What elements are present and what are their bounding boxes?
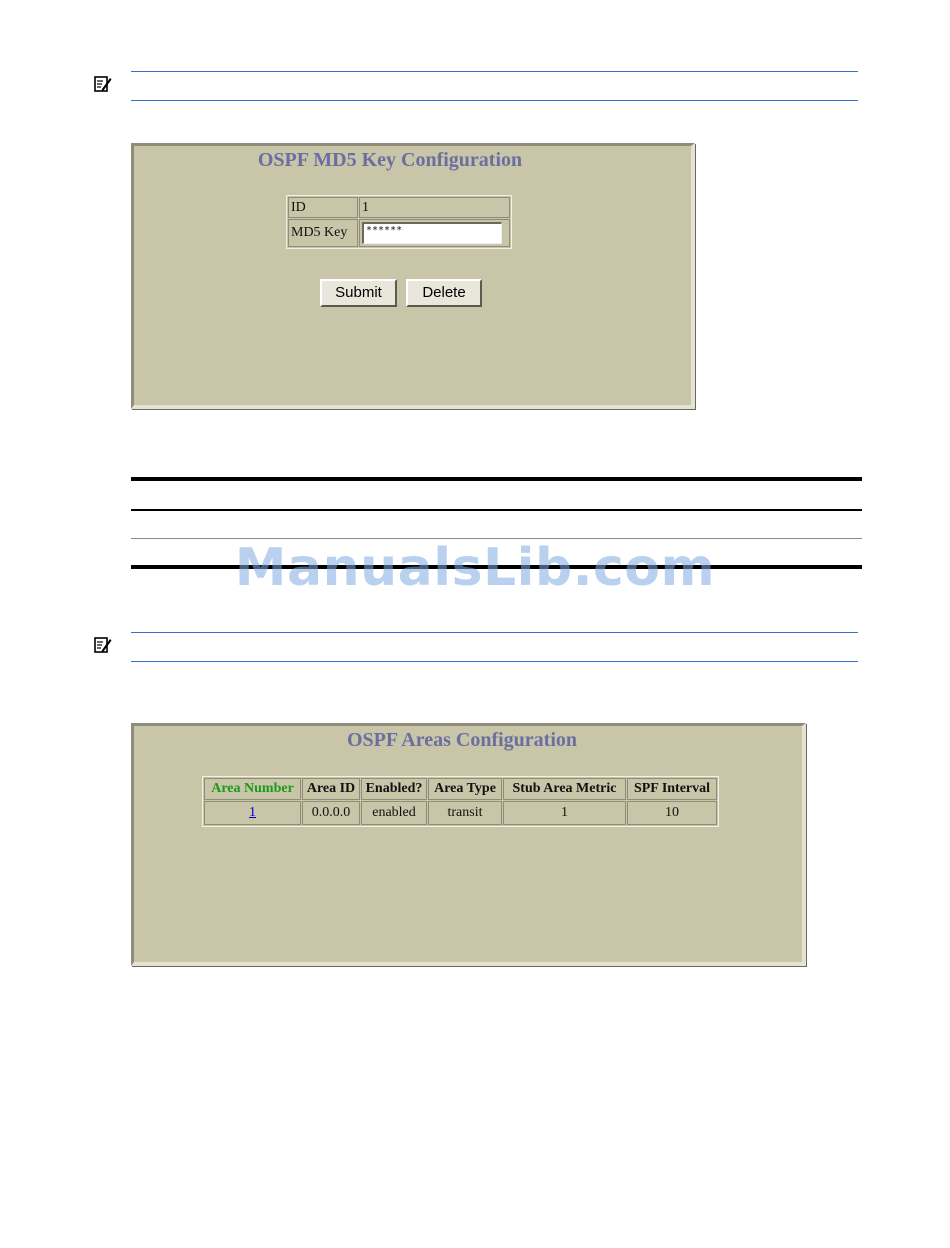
table-row	[204, 801, 717, 825]
stub-area-metric-cell: 1	[503, 801, 626, 825]
enabled-cell: enabled	[361, 801, 427, 825]
area-number-cell	[204, 801, 301, 825]
watermark: ManualsLib.com	[234, 538, 716, 598]
table-top-rule	[131, 477, 862, 481]
col-spf-interval: SPF Interval	[627, 778, 717, 800]
col-area-number: Area Number	[204, 778, 301, 800]
md5-key-cell	[359, 219, 510, 247]
col-area-type: Area Type	[428, 778, 502, 800]
note-top-rule	[131, 632, 858, 633]
note-icon	[94, 75, 112, 93]
md5-key-configuration-panel	[131, 143, 695, 409]
note-bottom-rule	[131, 661, 858, 662]
areas-panel-title: OSPF Areas Configuration	[346, 729, 577, 751]
col-stub-area-metric: Stub Area Metric	[503, 778, 626, 800]
table-header-rule	[131, 509, 862, 511]
note-bottom-rule	[131, 100, 858, 101]
note-icon	[94, 636, 112, 654]
area-id-cell: 0.0.0.0	[302, 801, 360, 825]
spf-interval-cell: 10	[627, 801, 717, 825]
id-label: ID	[288, 197, 358, 218]
md5-key-input[interactable]: ******	[362, 222, 502, 244]
area-number-link[interactable]: 1	[249, 805, 256, 820]
submit-button[interactable]: Submit	[320, 279, 397, 307]
id-value: 1	[359, 197, 510, 218]
area-type-cell: transit	[428, 801, 502, 825]
col-area-id: Area ID	[302, 778, 360, 800]
col-enabled: Enabled?	[361, 778, 427, 800]
md5-key-table	[286, 195, 512, 249]
ospf-areas-configuration-panel	[131, 723, 806, 966]
table-header-row	[204, 778, 717, 800]
ospf-areas-table	[202, 776, 719, 827]
delete-button[interactable]: Delete	[406, 279, 482, 307]
md5-key-label: MD5 Key	[288, 219, 358, 247]
md5-panel-title: OSPF MD5 Key Configuration	[257, 149, 523, 171]
note-top-rule	[131, 71, 858, 72]
